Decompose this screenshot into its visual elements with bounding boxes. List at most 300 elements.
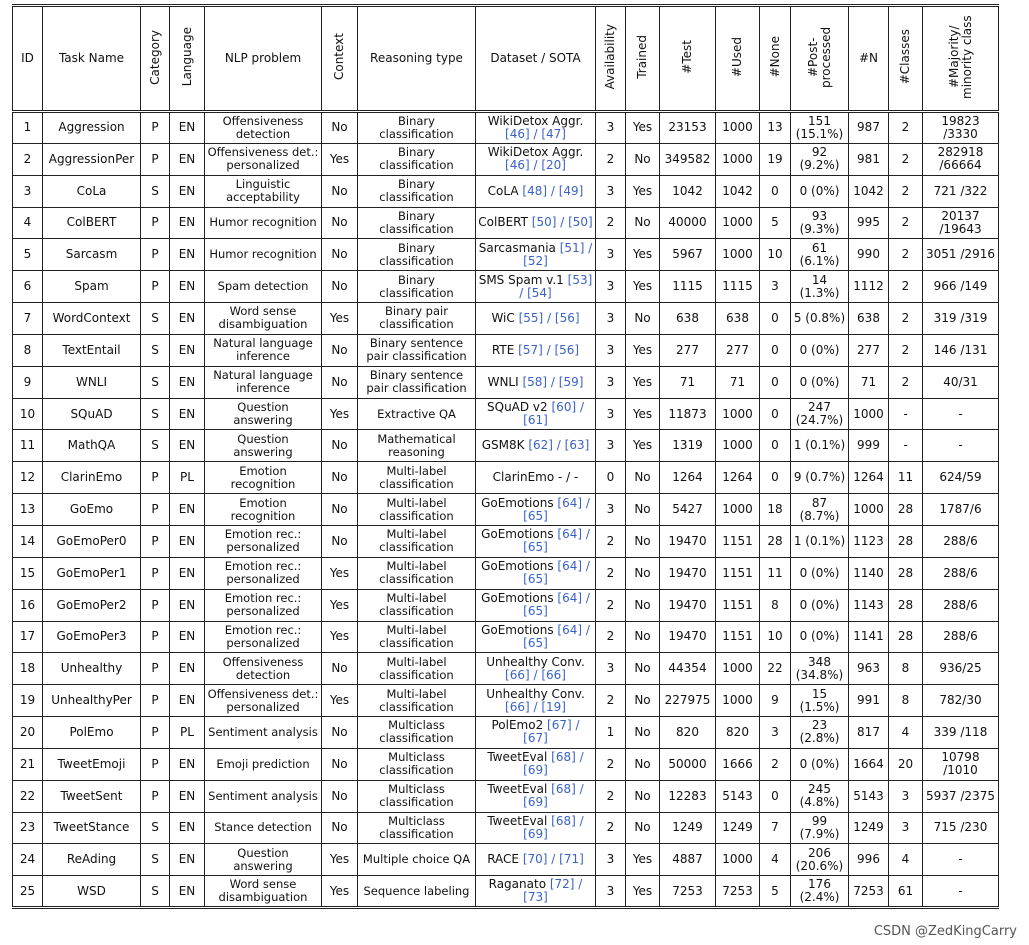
cell-majority-minority: 5937 /2375 xyxy=(923,780,999,812)
cell-used: 1000 xyxy=(716,239,760,271)
col-majority-minority-cell xyxy=(923,6,999,112)
cell-used: 1000 xyxy=(716,207,760,239)
cell-test: 7253 xyxy=(660,876,716,908)
citation-refs[interactable]: [55] / [56] xyxy=(518,310,580,325)
cell-classes: - xyxy=(889,398,923,430)
dataset-name: GoEmotions xyxy=(481,591,554,606)
cell-reasoning-type: Binary classification xyxy=(358,175,476,207)
citation-refs[interactable]: [66] / [19] xyxy=(505,699,566,714)
cell-none: 0 xyxy=(760,303,791,335)
dataset-name: SQuAD v2 xyxy=(487,400,548,415)
dataset-name: SMS Spam v.1 xyxy=(478,272,564,287)
cell-test: 277 xyxy=(660,334,716,366)
cell-task-name: ColBERT xyxy=(43,207,141,239)
cell-trained: Yes xyxy=(626,398,660,430)
cell-classes: 4 xyxy=(889,844,923,876)
results-table-container xyxy=(12,4,998,909)
citation-refs[interactable]: [64] / [65] xyxy=(523,622,590,650)
dataset-name: TweetEval xyxy=(487,750,548,765)
cell-dataset xyxy=(476,143,596,175)
cell-classes: 2 xyxy=(889,303,923,335)
cell-id: 13 xyxy=(13,494,43,526)
cell-dataset xyxy=(476,462,596,494)
cell-none: 3 xyxy=(760,271,791,303)
cell-post-processed: 0 (0%) xyxy=(791,175,849,207)
cell-reasoning-type: Binary sentence pair classification xyxy=(358,334,476,366)
table-row xyxy=(13,494,999,526)
cell-category: S xyxy=(141,398,170,430)
cell-trained: No xyxy=(626,589,660,621)
cell-n: 5143 xyxy=(849,780,889,812)
citation-refs[interactable]: [64] / [65] xyxy=(523,559,590,587)
cell-used: 1000 xyxy=(716,143,760,175)
cell-used: 638 xyxy=(716,303,760,335)
cell-dataset xyxy=(476,525,596,557)
col-trained-cell xyxy=(626,6,660,112)
cell-n: 1000 xyxy=(849,494,889,526)
cell-dataset xyxy=(476,430,596,462)
cell-category: S xyxy=(141,303,170,335)
cell-classes: 20 xyxy=(889,748,923,780)
citation-refs[interactable]: [53] / [54] xyxy=(519,272,593,300)
col-id: ID xyxy=(13,6,43,112)
cell-trained: No xyxy=(626,653,660,685)
cell-task-name: GoEmoPer1 xyxy=(43,557,141,589)
cell-nlp-problem: Question answering xyxy=(205,844,322,876)
col-dataset-sota: Dataset / SOTA xyxy=(476,6,596,112)
table-body xyxy=(13,112,999,908)
cell-availability: 2 xyxy=(596,812,626,844)
dataset-name: WikiDetox Aggr. xyxy=(487,145,584,160)
cell-language: EN xyxy=(170,366,205,398)
cell-id: 5 xyxy=(13,239,43,271)
cell-trained: No xyxy=(626,748,660,780)
cell-task-name: WSD xyxy=(43,876,141,908)
citation-refs[interactable]: [46] / [20] xyxy=(505,158,566,173)
cell-reasoning-type: Multiclass classification xyxy=(358,748,476,780)
cell-availability: 2 xyxy=(596,589,626,621)
cell-used: 1000 xyxy=(716,653,760,685)
cell-majority-minority: 288/6 xyxy=(923,621,999,653)
citation-refs[interactable]: [64] / [65] xyxy=(523,527,590,555)
col-availability-cell xyxy=(596,6,626,112)
cell-nlp-problem: Emotion recognition xyxy=(205,462,322,494)
cell-used: 5143 xyxy=(716,780,760,812)
cell-majority-minority: 19823 /3330 xyxy=(923,112,999,144)
cell-majority-minority: 721 /322 xyxy=(923,175,999,207)
cell-task-name: Spam xyxy=(43,271,141,303)
cell-used: 1151 xyxy=(716,525,760,557)
cell-classes: 28 xyxy=(889,621,923,653)
cell-none: 9 xyxy=(760,685,791,717)
cell-none: 10 xyxy=(760,239,791,271)
cell-trained: No xyxy=(626,621,660,653)
citation-refs[interactable]: [51] / [52] xyxy=(523,240,593,268)
table-row xyxy=(13,812,999,844)
cell-nlp-problem: Sentiment analysis xyxy=(205,780,322,812)
cell-language: PL xyxy=(170,462,205,494)
cell-none: 11 xyxy=(760,557,791,589)
cell-availability: 2 xyxy=(596,207,626,239)
cell-n: 991 xyxy=(849,685,889,717)
dataset-name: CoLA xyxy=(487,183,519,198)
cell-id: 8 xyxy=(13,334,43,366)
cell-used: 71 xyxy=(716,366,760,398)
cell-trained: Yes xyxy=(626,112,660,144)
cell-category: P xyxy=(141,525,170,557)
cell-category: P xyxy=(141,717,170,749)
cell-classes: 3 xyxy=(889,812,923,844)
cell-none: 10 xyxy=(760,621,791,653)
cell-nlp-problem: Natural language inference xyxy=(205,366,322,398)
cell-availability: 3 xyxy=(596,653,626,685)
cell-test: 19470 xyxy=(660,621,716,653)
cell-nlp-problem: Question answering xyxy=(205,430,322,462)
cell-post-processed: 15 (1.5%) xyxy=(791,685,849,717)
cell-nlp-problem: Word sense disambiguation xyxy=(205,876,322,908)
cell-language: PL xyxy=(170,717,205,749)
cell-reasoning-type: Extractive QA xyxy=(358,398,476,430)
col-post-processed-cell xyxy=(791,6,849,112)
cell-category: S xyxy=(141,876,170,908)
cell-id: 18 xyxy=(13,653,43,685)
cell-id: 21 xyxy=(13,748,43,780)
cell-category: P xyxy=(141,557,170,589)
cell-test: 19470 xyxy=(660,525,716,557)
cell-language: EN xyxy=(170,653,205,685)
cell-context: Yes xyxy=(322,557,358,589)
cell-classes: 2 xyxy=(889,112,923,144)
cell-n: 817 xyxy=(849,717,889,749)
dataset-name: RTE xyxy=(491,342,515,357)
cell-n: 1143 xyxy=(849,589,889,621)
cell-post-processed: 99 (7.9%) xyxy=(791,812,849,844)
dataset-name: Sarcasmania xyxy=(478,240,556,255)
table-row xyxy=(13,717,999,749)
cell-post-processed: 151 (15.1%) xyxy=(791,112,849,144)
cell-none: 5 xyxy=(760,876,791,908)
cell-dataset xyxy=(476,653,596,685)
cell-n: 996 xyxy=(849,844,889,876)
cell-majority-minority: 966 /149 xyxy=(923,271,999,303)
dataset-name: ColBERT xyxy=(478,215,528,230)
cell-reasoning-type: Multi-label classification xyxy=(358,653,476,685)
cell-context: Yes xyxy=(322,398,358,430)
cell-id: 17 xyxy=(13,621,43,653)
cell-id: 3 xyxy=(13,175,43,207)
cell-classes: 2 xyxy=(889,175,923,207)
cell-post-processed: 0 (0%) xyxy=(791,589,849,621)
cell-dataset xyxy=(476,303,596,335)
cell-test: 23153 xyxy=(660,112,716,144)
cell-reasoning-type: Multiclass classification xyxy=(358,717,476,749)
citation-refs[interactable]: [68] / [69] xyxy=(523,750,584,778)
cell-nlp-problem: Spam detection xyxy=(205,271,322,303)
cell-availability: 3 xyxy=(596,239,626,271)
cell-id: 19 xyxy=(13,685,43,717)
table-row xyxy=(13,685,999,717)
cell-trained: No xyxy=(626,207,660,239)
cell-nlp-problem: Emoji prediction xyxy=(205,748,322,780)
cell-classes: 61 xyxy=(889,876,923,908)
dataset-name: WiC xyxy=(491,310,515,325)
citation-refs[interactable]: [58] / [59] xyxy=(522,374,584,389)
cell-test: 638 xyxy=(660,303,716,335)
cell-n: 1140 xyxy=(849,557,889,589)
cell-used: 1000 xyxy=(716,112,760,144)
cell-none: 0 xyxy=(760,334,791,366)
citation-refs[interactable]: [68] / [69] xyxy=(523,813,584,841)
cell-reasoning-type: Multiple choice QA xyxy=(358,844,476,876)
cell-none: 3 xyxy=(760,717,791,749)
cell-post-processed: 92 (9.2%) xyxy=(791,143,849,175)
cell-trained: Yes xyxy=(626,430,660,462)
cell-used: 1264 xyxy=(716,462,760,494)
citation-refs[interactable]: [68] / [69] xyxy=(523,782,584,810)
cell-test: 40000 xyxy=(660,207,716,239)
cell-reasoning-type: Multi-label classification xyxy=(358,525,476,557)
cell-context: No xyxy=(322,430,358,462)
cell-availability: 3 xyxy=(596,844,626,876)
col-classes-cell xyxy=(889,6,923,112)
col-language: Language xyxy=(179,27,194,87)
table-row xyxy=(13,525,999,557)
cell-dataset xyxy=(476,494,596,526)
cell-category: P xyxy=(141,239,170,271)
dataset-name: Unhealthy Conv. xyxy=(486,654,585,669)
cell-majority-minority: 782/30 xyxy=(923,685,999,717)
cell-task-name: TweetStance xyxy=(43,812,141,844)
cell-test: 1264 xyxy=(660,462,716,494)
col-context-cell xyxy=(322,6,358,112)
dataset-name: GoEmotions xyxy=(481,559,554,574)
cell-trained: No xyxy=(626,812,660,844)
cell-majority-minority: 1787/6 xyxy=(923,494,999,526)
cell-availability: 2 xyxy=(596,525,626,557)
cell-context: No xyxy=(322,334,358,366)
cell-language: EN xyxy=(170,685,205,717)
cell-language: EN xyxy=(170,844,205,876)
cell-nlp-problem: Sentiment analysis xyxy=(205,717,322,749)
col-used-cell xyxy=(716,6,760,112)
citation-refs[interactable]: [72] / [73] xyxy=(523,877,583,905)
cell-n: 7253 xyxy=(849,876,889,908)
cell-id: 25 xyxy=(13,876,43,908)
cell-test: 71 xyxy=(660,366,716,398)
cell-context: No xyxy=(322,175,358,207)
col-test-cell xyxy=(660,6,716,112)
cell-used: 1000 xyxy=(716,685,760,717)
cell-category: P xyxy=(141,143,170,175)
cell-context: Yes xyxy=(322,844,358,876)
cell-test: 12283 xyxy=(660,780,716,812)
cell-category: P xyxy=(141,462,170,494)
col-category: Category xyxy=(147,29,162,85)
cell-language: EN xyxy=(170,589,205,621)
cell-nlp-problem: Emotion rec.: personalized xyxy=(205,589,322,621)
cell-reasoning-type: Multiclass classification xyxy=(358,780,476,812)
cell-majority-minority: 319 /319 xyxy=(923,303,999,335)
citation-refs[interactable]: [57] / [56] xyxy=(518,342,580,357)
table-row xyxy=(13,398,999,430)
cell-nlp-problem: Humor recognition xyxy=(205,239,322,271)
cell-used: 1151 xyxy=(716,621,760,653)
cell-none: 0 xyxy=(760,462,791,494)
table-row xyxy=(13,430,999,462)
cell-dataset xyxy=(476,366,596,398)
cell-majority-minority: 624/59 xyxy=(923,462,999,494)
cell-test: 5427 xyxy=(660,494,716,526)
table-row xyxy=(13,748,999,780)
dataset-name: GoEmotions xyxy=(481,527,554,542)
table-row xyxy=(13,366,999,398)
cell-category: P xyxy=(141,207,170,239)
cell-used: 1000 xyxy=(716,844,760,876)
cell-test: 1115 xyxy=(660,271,716,303)
cell-nlp-problem: Emotion rec.: personalized xyxy=(205,525,322,557)
cell-availability: 1 xyxy=(596,717,626,749)
cell-none: 22 xyxy=(760,653,791,685)
cell-post-processed: 348 (34.8%) xyxy=(791,653,849,685)
cell-language: EN xyxy=(170,271,205,303)
cell-majority-minority: - xyxy=(923,430,999,462)
cell-context: No xyxy=(322,780,358,812)
cell-availability: 3 xyxy=(596,175,626,207)
table-row xyxy=(13,207,999,239)
cell-reasoning-type: Multi-label classification xyxy=(358,589,476,621)
col-category-cell xyxy=(141,6,170,112)
cell-id: 14 xyxy=(13,525,43,557)
cell-nlp-problem: Stance detection xyxy=(205,812,322,844)
cell-test: 4887 xyxy=(660,844,716,876)
table-row xyxy=(13,175,999,207)
cell-reasoning-type: Sequence labeling xyxy=(358,876,476,908)
cell-context: Yes xyxy=(322,303,358,335)
citation-refs[interactable]: [50] / [50] xyxy=(531,215,593,230)
cell-task-name: TextEntail xyxy=(43,334,141,366)
cell-language: EN xyxy=(170,621,205,653)
cell-language: EN xyxy=(170,334,205,366)
cell-n: 638 xyxy=(849,303,889,335)
cell-category: P xyxy=(141,112,170,144)
cell-availability: 2 xyxy=(596,557,626,589)
col-language-cell xyxy=(170,6,205,112)
cell-post-processed: 23 (2.8%) xyxy=(791,717,849,749)
cell-post-processed: 5 (0.8%) xyxy=(791,303,849,335)
citation-refs[interactable]: [64] / [65] xyxy=(523,495,590,523)
cell-test: 5967 xyxy=(660,239,716,271)
cell-language: EN xyxy=(170,430,205,462)
citation-refs[interactable]: [67] / [67] xyxy=(523,718,580,746)
col-nlp-problem: NLP problem xyxy=(205,6,322,112)
dataset-name: Raganato xyxy=(488,877,547,892)
cell-availability: 3 xyxy=(596,334,626,366)
cell-context: No xyxy=(322,239,358,271)
cell-task-name: SQuAD xyxy=(43,398,141,430)
cell-post-processed: 206 (20.6%) xyxy=(791,844,849,876)
cell-dataset xyxy=(476,557,596,589)
cell-used: 1000 xyxy=(716,430,760,462)
cell-test: 349582 xyxy=(660,143,716,175)
cell-post-processed: 87 (8.7%) xyxy=(791,494,849,526)
cell-n: 277 xyxy=(849,334,889,366)
dataset-name: WikiDetox Aggr. xyxy=(487,113,584,128)
cell-majority-minority: 282918 /66664 xyxy=(923,143,999,175)
cell-language: EN xyxy=(170,398,205,430)
cell-majority-minority: 288/6 xyxy=(923,525,999,557)
citation-refs[interactable]: [62] / [63] xyxy=(528,438,590,453)
cell-trained: No xyxy=(626,685,660,717)
cell-id: 20 xyxy=(13,717,43,749)
cell-n: 1042 xyxy=(849,175,889,207)
cell-context: No xyxy=(322,812,358,844)
cell-classes: 28 xyxy=(889,494,923,526)
cell-task-name: TweetSent xyxy=(43,780,141,812)
cell-dataset xyxy=(476,621,596,653)
cell-id: 1 xyxy=(13,112,43,144)
cell-used: 1249 xyxy=(716,812,760,844)
cell-task-name: GoEmoPer3 xyxy=(43,621,141,653)
citation-refs[interactable]: [66] / [66] xyxy=(505,667,566,682)
cell-test: 1249 xyxy=(660,812,716,844)
table-row xyxy=(13,271,999,303)
cell-classes: 4 xyxy=(889,717,923,749)
cell-none: 7 xyxy=(760,812,791,844)
cell-reasoning-type: Multi-label classification xyxy=(358,685,476,717)
cell-dataset xyxy=(476,812,596,844)
cell-category: P xyxy=(141,589,170,621)
cell-post-processed: 0 (0%) xyxy=(791,334,849,366)
citation-refs[interactable]: [46] / [47] xyxy=(505,126,566,141)
cell-context: No xyxy=(322,462,358,494)
cell-id: 7 xyxy=(13,303,43,335)
cell-classes: 28 xyxy=(889,557,923,589)
cell-none: 0 xyxy=(760,780,791,812)
cell-majority-minority: 146 /131 xyxy=(923,334,999,366)
cell-availability: 3 xyxy=(596,366,626,398)
cell-used: 820 xyxy=(716,717,760,749)
cell-task-name: TweetEmoji xyxy=(43,748,141,780)
cell-none: 0 xyxy=(760,175,791,207)
citation-refs[interactable]: [64] / [65] xyxy=(523,591,590,619)
cell-n: 1664 xyxy=(849,748,889,780)
cell-used: 1000 xyxy=(716,398,760,430)
cell-nlp-problem: Question answering xyxy=(205,398,322,430)
cell-trained: No xyxy=(626,780,660,812)
col-task-name: Task Name xyxy=(43,6,141,112)
table-row xyxy=(13,557,999,589)
cell-context: No xyxy=(322,653,358,685)
cell-classes: - xyxy=(889,430,923,462)
cell-reasoning-type: Multi-label classification xyxy=(358,557,476,589)
citation-refs[interactable]: [70] / [71] xyxy=(522,852,584,867)
cell-n: 990 xyxy=(849,239,889,271)
cell-category: P xyxy=(141,780,170,812)
cell-language: EN xyxy=(170,207,205,239)
cell-trained: Yes xyxy=(626,876,660,908)
cell-none: 0 xyxy=(760,398,791,430)
cell-none: 0 xyxy=(760,366,791,398)
cell-category: S xyxy=(141,334,170,366)
cell-availability: 2 xyxy=(596,780,626,812)
cell-test: 227975 xyxy=(660,685,716,717)
cell-dataset xyxy=(476,207,596,239)
cell-used: 1115 xyxy=(716,271,760,303)
cell-context: No xyxy=(322,525,358,557)
citation-refs[interactable]: [60] / [61] xyxy=(523,400,584,428)
citation-refs[interactable]: [48] / [49] xyxy=(522,183,584,198)
dataset-name: RACE xyxy=(487,852,520,867)
